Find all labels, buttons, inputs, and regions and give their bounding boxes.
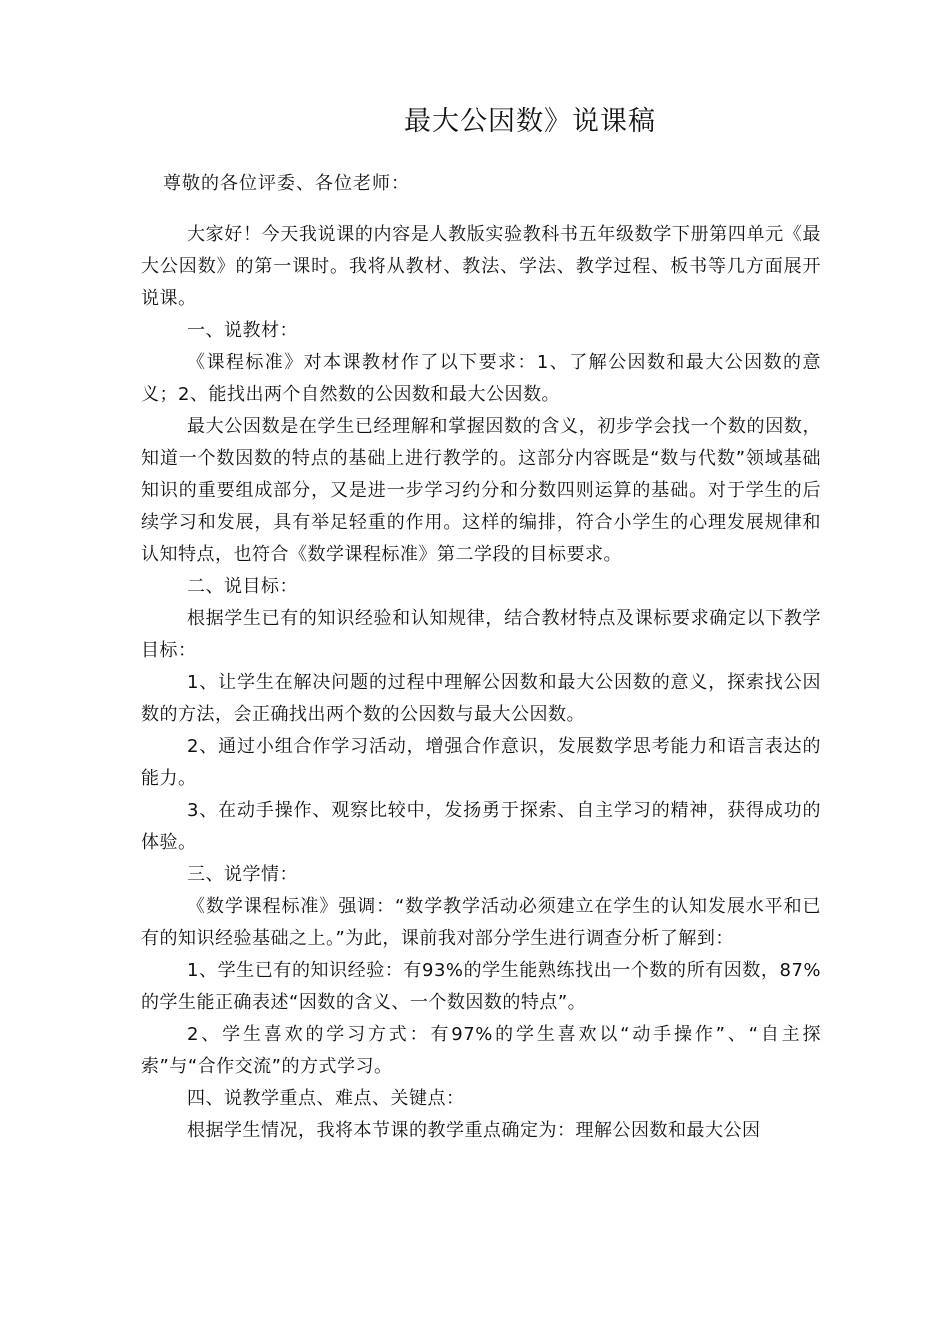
heading-textbook: 一、说教材： [187, 320, 298, 341]
paragraph-intro: 大家好！今天我说课的内容是人教版实验教科书五年级数学下册第四单元《最大公因数》的第一课时。我将从教材、教法、学法、教学过程、板书等几方面展开说课。 [141, 224, 821, 309]
document-title: 最大公因数》说课稿 [404, 106, 656, 137]
goal-2: 2、通过小组合作学习活动，增强合作意识，发展数学思考能力和语言表达的能力。 [141, 736, 821, 789]
heading-learners: 三、说学情： [187, 864, 298, 885]
greeting: 尊敬的各位评委、各位老师： [163, 173, 410, 194]
learner-point-1: 1、学生已有的知识经验：有93%的学生能熟练找出一个数的所有因数，87%的学生能正确表述“因数的含义、一个数因数的特点”。 [141, 960, 821, 1013]
document-body [141, 219, 821, 1147]
learner-point-2: 2、学生喜欢的学习方式：有97%的学生喜欢以“动手操作”、“自主探索”与“合作交流”的方式学习。 [141, 1024, 821, 1077]
heading-key-points: 四、说教学重点、难点、关键点： [187, 1088, 465, 1109]
paragraph-learners: 《数学课程标准》强调：“数学教学活动必须建立在学生的认知发展水平和已有的知识经验基础之上。”为此，课前我对部分学生进行调查分析了解到： [141, 896, 821, 949]
paragraph-key-points: 根据学生情况，我将本节课的教学重点确定为：理解公因数和最大公因 [187, 1120, 761, 1141]
heading-goals: 二、说目标： [187, 576, 298, 597]
goal-1: 1、让学生在解决问题的过程中理解公因数和最大公因数的意义，探索找公因数的方法，会正确找出两个数的公因数与最大公因数。 [141, 672, 821, 725]
goal-3: 3、在动手操作、观察比较中，发扬勇于探索、自主学习的精神，获得成功的体验。 [141, 800, 821, 853]
paragraph-goals-intro: 根据学生已有的知识经验和认知规律，结合教材特点及课标要求确定以下教学目标： [141, 608, 821, 661]
paragraph-standard: 《课程标准》对本课教材作了以下要求：1、了解公因数和最大公因数的意义；2、能找出两个自然数的公因数和最大公因数。 [141, 352, 821, 405]
paragraph-analysis: 最大公因数是在学生已经理解和掌握因数的含义，初步学会找一个数的因数，知道一个数因数的特点的基础上进行教学的。这部分内容既是“数与代数”领域基础知识的重要组成部分，又是进一步学习约分和分数四则运算的基础。对于学生的后续学习和发展，具有举足轻重的作用。这样的编排，符合小学生的心理发展规律和认知特点，也符合《数学课程标准》第二学段的目标要求。 [141, 416, 821, 565]
